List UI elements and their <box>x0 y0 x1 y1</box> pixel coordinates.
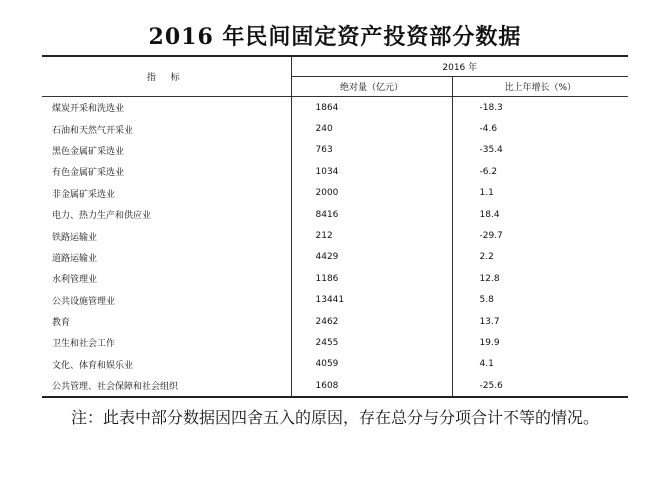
growth-cell: -4.6 <box>479 124 498 135</box>
header-row-year <box>42 56 628 77</box>
growth-cell: -6.2 <box>479 166 498 177</box>
table-row <box>42 161 628 182</box>
table-row <box>42 140 628 161</box>
amount-cell: 2462 <box>291 311 452 332</box>
table-row <box>42 247 628 268</box>
table-row <box>42 225 628 246</box>
amount-cell: 8416 <box>291 204 452 225</box>
data-table <box>42 55 628 398</box>
indicator-cell: 石油和天然气开采业 <box>42 118 291 139</box>
amount-cell: 1608 <box>291 375 452 397</box>
amount-cell: 240 <box>291 118 452 139</box>
stub-header: 指 标 <box>42 56 291 97</box>
amount-cell: 763 <box>291 140 452 161</box>
table-row <box>42 183 628 204</box>
year-header: 2016 年 <box>291 56 628 77</box>
growth-cell: -29.7 <box>479 231 503 242</box>
indicator-cell: 公共设施管理业 <box>42 290 291 311</box>
indicator-cell: 文化、体育和娱乐业 <box>42 354 291 375</box>
amount-cell: 1864 <box>291 97 452 119</box>
table-row <box>42 118 628 139</box>
indicator-cell: 公共管理、社会保障和社会组织 <box>42 375 291 397</box>
indicator-cell: 黑色金属矿采选业 <box>42 140 291 161</box>
amount-cell: 13441 <box>291 290 452 311</box>
indicator-cell: 煤炭开采和洗选业 <box>42 97 291 119</box>
amount-header: 绝对量（亿元） <box>291 77 452 97</box>
page-title: 2016 年民间固定资产投资部分数据 <box>148 24 522 50</box>
growth-cell: 1.1 <box>479 188 494 199</box>
footnote: 注：此表中部分数据因四舍五入的原因，存在总分与分项合计不等的情况。 <box>70 408 599 427</box>
table-row <box>42 97 628 119</box>
indicator-cell: 非金属矿采选业 <box>42 183 291 204</box>
growth-cell: 19.9 <box>479 337 500 348</box>
amount-cell: 1186 <box>291 268 452 289</box>
table-row <box>42 204 628 225</box>
indicator-cell: 电力、热力生产和供应业 <box>42 204 291 225</box>
table-row <box>42 311 628 332</box>
indicator-cell: 有色金属矿采选业 <box>42 161 291 182</box>
amount-cell: 2000 <box>291 183 452 204</box>
growth-cell: 13.7 <box>479 316 500 327</box>
growth-header: 比上年增长（%） <box>452 77 628 97</box>
amount-cell: 1034 <box>291 161 452 182</box>
amount-cell: 4059 <box>291 354 452 375</box>
table-row <box>42 332 628 353</box>
growth-cell: 2.2 <box>479 252 494 263</box>
growth-cell: 5.8 <box>479 295 494 306</box>
indicator-cell: 教育 <box>42 311 291 332</box>
amount-cell: 212 <box>291 225 452 246</box>
table-row <box>42 290 628 311</box>
indicator-cell: 水利管理业 <box>42 268 291 289</box>
indicator-cell: 卫生和社会工作 <box>42 332 291 353</box>
amount-cell: 4429 <box>291 247 452 268</box>
growth-cell: -35.4 <box>479 145 503 156</box>
growth-cell: 18.4 <box>479 209 500 220</box>
indicator-cell: 铁路运输业 <box>42 225 291 246</box>
growth-cell: 12.8 <box>479 273 500 284</box>
growth-cell: 4.1 <box>479 359 494 370</box>
table-row <box>42 354 628 375</box>
table-row <box>42 375 628 397</box>
growth-cell: -18.3 <box>479 102 503 113</box>
table-row <box>42 268 628 289</box>
amount-cell: 2455 <box>291 332 452 353</box>
indicator-cell: 道路运输业 <box>42 247 291 268</box>
growth-cell: -25.6 <box>479 380 503 391</box>
